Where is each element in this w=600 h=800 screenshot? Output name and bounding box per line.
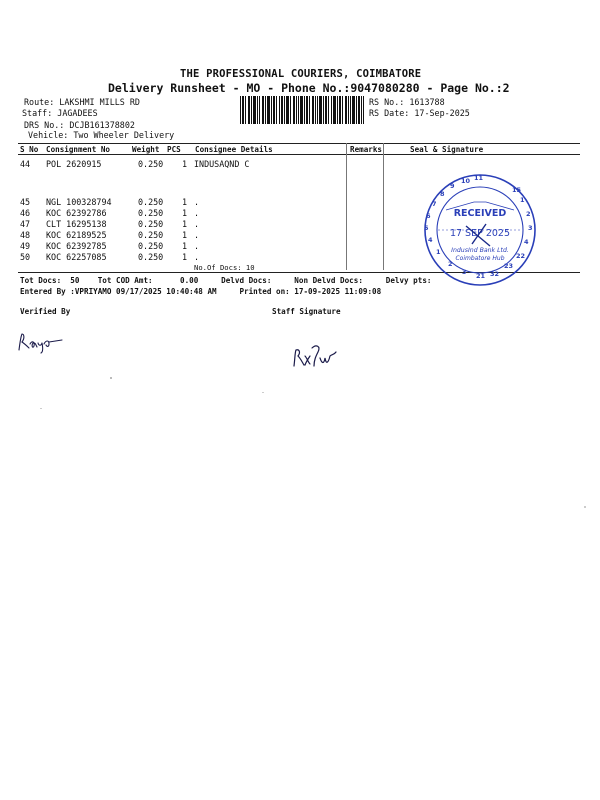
row-consignee: . — [194, 208, 200, 218]
row-sno: 47 — [20, 219, 31, 229]
row-consignment: CLT 16295138 — [46, 219, 107, 229]
row-sno: 48 — [20, 230, 31, 240]
table-row — [20, 208, 200, 219]
svg-text:21: 21 — [476, 272, 486, 280]
company-title: THE PROFESSIONAL COURIERS, COIMBATORE — [180, 68, 422, 80]
row-consignment: KOC 62257085 — [46, 252, 107, 262]
row-consignment: KOC 62392785 — [46, 241, 107, 251]
remarks-divider — [346, 143, 347, 270]
row-consignee: . — [194, 252, 200, 262]
row-consignee: . — [194, 241, 200, 251]
staff-signature — [290, 340, 344, 370]
svg-text:3: 3 — [462, 268, 467, 276]
svg-text:11: 11 — [474, 174, 484, 182]
col-remarks: Remarks — [350, 145, 383, 154]
row-pcs: 1 — [182, 159, 188, 169]
row-sno: 45 — [20, 197, 31, 207]
row-consignee: . — [194, 219, 200, 229]
staff-signature-label: Staff Signature — [272, 307, 341, 316]
row-sno: 50 — [20, 252, 31, 262]
svg-text:1: 1 — [520, 196, 525, 204]
row-weight: 0.250 — [138, 230, 164, 240]
svg-text:22: 22 — [516, 252, 526, 260]
row-pcs: 1 — [182, 252, 188, 262]
col-pcs: PCS — [167, 145, 181, 154]
scan-speck — [584, 506, 586, 508]
row-weight: 0.250 — [138, 252, 164, 262]
scan-speck — [262, 392, 264, 393]
svg-text:3: 3 — [528, 224, 533, 232]
svg-text:6: 6 — [426, 212, 431, 220]
drs-number: DRS No.: DCJB161378802 — [24, 120, 135, 130]
runsheet-title: Delivery Runsheet - MO - Phone No.:9047080280 - Page No.:2 — [108, 81, 510, 95]
row-consignment: POL 2620915 — [46, 159, 102, 169]
table-header-rule — [18, 154, 580, 155]
table-row — [20, 241, 200, 252]
svg-text:15: 15 — [512, 186, 522, 194]
svg-text:2: 2 — [448, 260, 453, 268]
verified-by-label: Verified By — [20, 307, 71, 316]
row-sno: 46 — [20, 208, 31, 218]
svg-text:9: 9 — [450, 182, 455, 190]
col-consignee: Consignee Details — [195, 145, 273, 154]
row-sno: 44 — [20, 159, 31, 169]
row-weight: 0.250 — [138, 159, 164, 169]
row-pcs: 1 — [182, 230, 188, 240]
row-consignee: INDUSAQND C — [194, 159, 250, 169]
col-sno: S No — [20, 145, 39, 154]
scan-speck — [110, 377, 112, 379]
table-row — [20, 219, 200, 230]
svg-text:5: 5 — [424, 224, 429, 232]
col-seal-signature: Seal & Signature — [410, 145, 484, 154]
col-consignment: Consignment No — [46, 145, 111, 154]
seal-divider — [383, 143, 384, 270]
barcode — [240, 96, 364, 124]
table-row — [20, 252, 200, 263]
rs-date: RS Date: 17-Sep-2025 — [369, 108, 470, 118]
stamp-bank: IndusInd Bank Ltd. — [451, 247, 509, 254]
table-top-rule — [18, 143, 580, 144]
stamp-date: 17 SEP 2025 — [449, 228, 511, 239]
row-pcs: 1 — [182, 208, 188, 218]
received-stamp — [416, 172, 544, 288]
row-pcs: 1 — [182, 241, 188, 251]
row-consignee: . — [194, 230, 200, 240]
row-weight: 0.250 — [138, 208, 164, 218]
vehicle-label: Vehicle: Two Wheeler Delivery — [28, 130, 175, 140]
verifier-signature — [16, 330, 68, 354]
row-weight: 0.250 — [138, 219, 164, 229]
row-weight: 0.250 — [138, 197, 164, 207]
row-weight: 0.250 — [138, 241, 164, 251]
stamp-branch: Coimbatore Hub — [455, 255, 505, 262]
svg-text:23: 23 — [504, 262, 514, 270]
table-row — [20, 159, 250, 170]
table-row — [20, 197, 200, 208]
staff-label: Staff: JAGADEES — [22, 108, 98, 118]
row-sno: 49 — [20, 241, 31, 251]
row-consignee: . — [194, 197, 200, 207]
route-label: Route: LAKSHMI MILLS RD — [24, 97, 140, 107]
scan-speck — [40, 408, 42, 409]
row-consignment: NGL 100328794 — [46, 197, 112, 207]
col-weight: Weight — [132, 145, 160, 154]
table-row — [20, 230, 200, 241]
no-of-docs: No.Of Docs: 10 — [194, 263, 255, 272]
row-pcs: 1 — [182, 219, 188, 229]
svg-text:4: 4 — [428, 236, 433, 244]
row-pcs: 1 — [182, 197, 188, 207]
svg-text:2: 2 — [526, 210, 531, 218]
svg-text:32: 32 — [490, 270, 500, 278]
svg-text:4: 4 — [524, 238, 529, 246]
row-consignment: KOC 62189525 — [46, 230, 107, 240]
svg-text:7: 7 — [432, 200, 437, 208]
totals-line: Tot Docs: 50 Tot COD Amt: 0.00 Delvd Docs: Non Delvd Docs: Delvy pts: — [20, 276, 432, 285]
svg-text:8: 8 — [440, 190, 445, 198]
svg-text:10: 10 — [461, 177, 471, 185]
entered-by-line: Entered By :VPRIYAMO 09/17/2025 10:40:48 AM Printed on: 17-09-2025 11:09:08 — [20, 287, 382, 296]
rs-number: RS No.: 1613788 — [369, 97, 445, 107]
row-consignment: KOC 62392786 — [46, 208, 107, 218]
svg-text:1: 1 — [436, 248, 441, 256]
stamp-received: RECEIVED — [453, 208, 507, 219]
